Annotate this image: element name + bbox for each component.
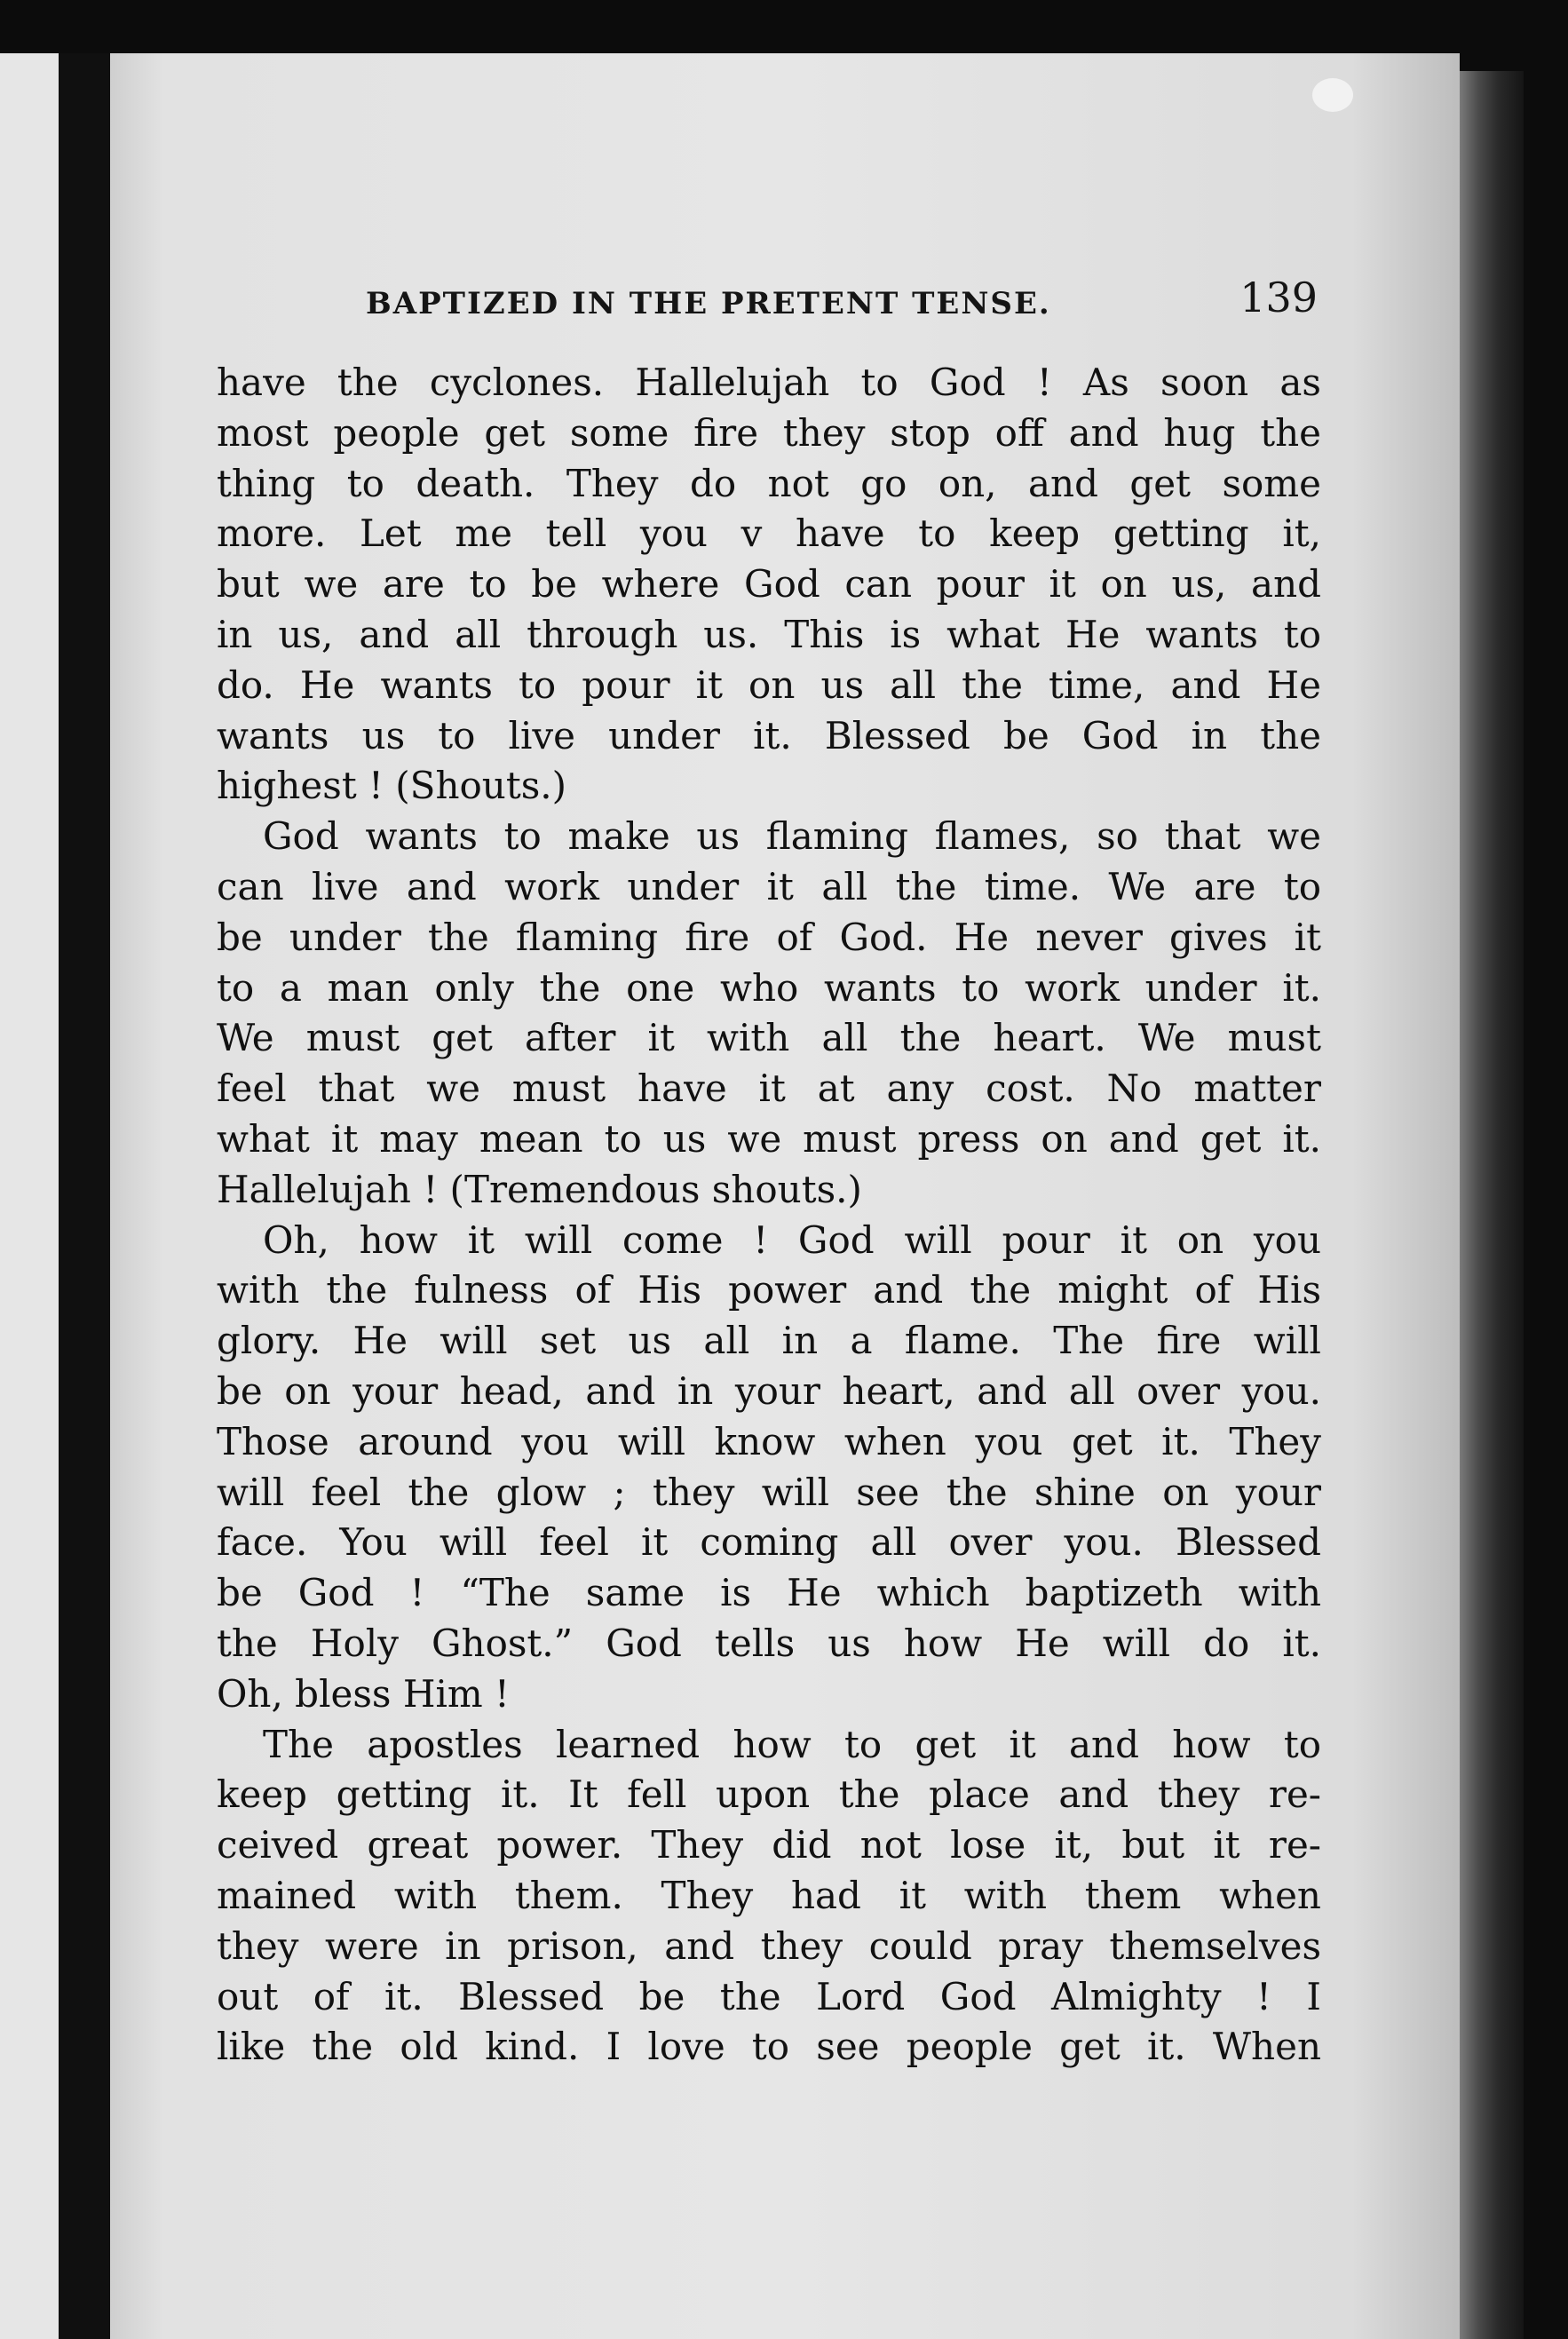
text-line: mained with them. They had it with them when: [217, 1873, 1321, 1917]
text-line: keep getting it. It fell upon the place and they re-: [217, 1772, 1321, 1817]
page-number: 139: [1239, 274, 1318, 321]
paper-blemish: [1312, 78, 1353, 112]
text-line: wants us to live under it. Blessed be God in the: [217, 713, 1321, 757]
text-line: Oh, bless Him !: [217, 1671, 510, 1716]
text-line: in us, and all through us. This is what He wants to: [217, 612, 1321, 656]
text-line: what it may mean to us we must press on and get it.: [217, 1116, 1321, 1161]
text-line: We must get after it with all the heart. We must: [217, 1016, 1321, 1060]
text-line: Those around you will know when you get it. They: [217, 1419, 1321, 1463]
text-line: glory. He will set us all in a flame. The fire will: [217, 1319, 1321, 1363]
text-line: can live and work under it all the time. We are to: [217, 864, 1321, 908]
text-line: with the fulness of His power and the might of His: [217, 1268, 1321, 1312]
text-line: Oh, how it will come ! God will pour it on you: [263, 1217, 1321, 1262]
page-stack-edge: [1460, 71, 1524, 2339]
text-line: they were in prison, and they could pray themselves: [217, 1923, 1321, 1968]
book-gutter: [59, 53, 110, 2339]
text-line: be on your head, and in your heart, and all over you.: [217, 1368, 1321, 1413]
text-line: thing to death. They do not go on, and get some: [217, 461, 1321, 505]
text-line: Hallelujah ! (Tremendous shouts.): [217, 1167, 862, 1211]
text-line: out of it. Blessed be the Lord God Almighty ! I: [217, 1974, 1321, 2018]
text-line: The apostles learned how to get it and how to: [263, 1722, 1321, 1766]
text-line: do. He wants to pour it on us all the time, and He: [217, 662, 1321, 707]
text-line: God wants to make us flaming flames, so that we: [263, 814, 1321, 859]
text-line: be under the flaming fire of God. He never gives it: [217, 915, 1321, 959]
running-head: BAPTIZED IN THE PRETENT TENSE.: [366, 286, 1051, 321]
text-line: have the cyclones. Hallelujah to God ! As soon as: [217, 361, 1321, 404]
text-line: be God ! “The same is He which baptizeth with: [217, 1571, 1321, 1615]
text-line: but we are to be where God can pour it on us, and: [217, 562, 1321, 607]
text-line: most people get some fire they stop off and hug the: [217, 410, 1321, 455]
text-line: highest ! (Shouts.): [217, 764, 566, 808]
text-line: the Holy Ghost.” God tells us how He will do it.: [217, 1621, 1321, 1665]
text-line: more. Let me tell you v have to keep getting it,: [217, 511, 1321, 556]
facing-page-edge: [0, 53, 59, 2339]
text-line: like the old kind. I love to see people get it. When: [217, 2025, 1321, 2069]
body-text: [217, 358, 1321, 2073]
text-line: to a man only the one who wants to work under it.: [217, 965, 1321, 1010]
text-line: feel that we must have it at any cost. No matter: [217, 1066, 1321, 1111]
text-line: face. You will feel it coming all over you. Blessed: [217, 1520, 1321, 1565]
page-header: [366, 266, 1318, 321]
text-line: will feel the glow ; they will see the shine on your: [217, 1470, 1321, 1514]
text-line: ceived great power. They did not lose it, but it re-: [217, 1823, 1321, 1867]
